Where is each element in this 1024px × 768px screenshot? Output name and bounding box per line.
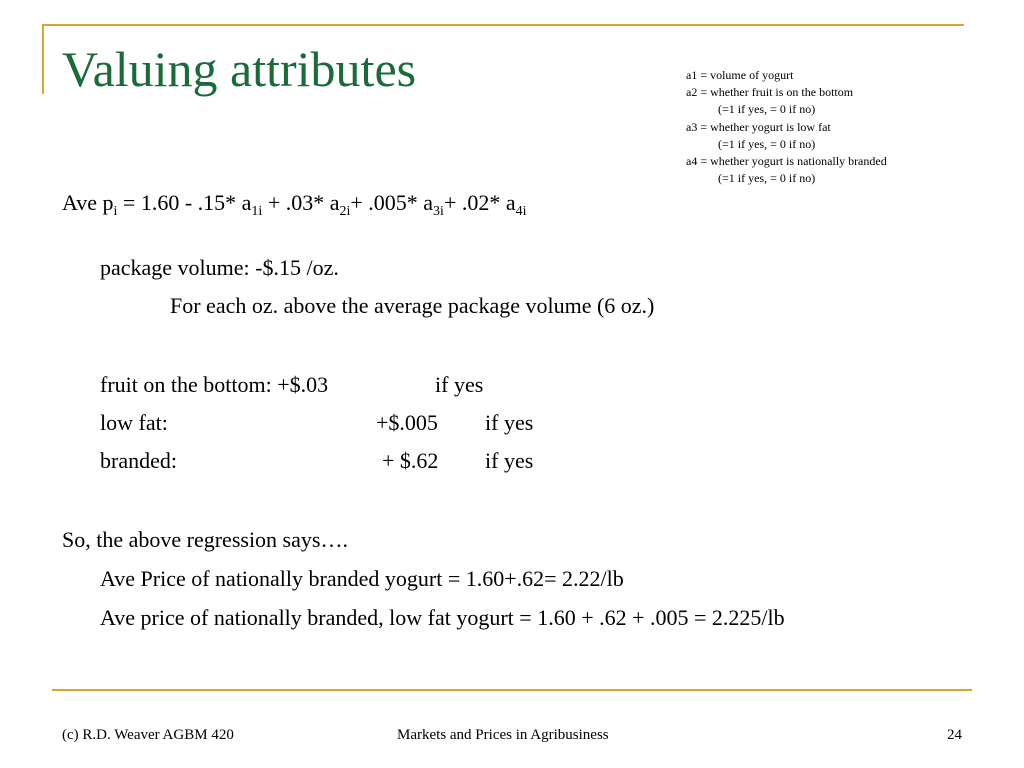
- attribute-label: low fat:: [100, 410, 168, 435]
- equation-subscript: 3i: [433, 204, 444, 219]
- attribute-value: + $.62: [382, 448, 439, 473]
- page-number: 24: [947, 727, 962, 743]
- legend-line-a4: a4 = whether yogurt is nationally branded: [686, 154, 887, 169]
- attribute-label: fruit on the bottom: +$.03: [100, 372, 329, 397]
- attribute-condition: if yes: [485, 410, 534, 435]
- legend-line-a3-note: (=1 if yes, = 0 if no): [718, 136, 816, 151]
- conclusion-line-branded: Ave Price of nationally branded yogurt = 1.60+.62= 2.22/lb: [100, 566, 624, 591]
- attribute-condition: if yes: [435, 372, 484, 397]
- attribute-row-lowfat: [100, 410, 600, 440]
- equation-subscript: i: [113, 204, 118, 219]
- attribute-row-branded: [100, 448, 600, 478]
- equation-part: + .03* a: [262, 190, 340, 215]
- attribute-row-fruit: [100, 372, 600, 402]
- equation-subscript: 1i: [251, 204, 263, 219]
- attribute-condition: if yes: [485, 448, 534, 473]
- legend-line-a3: a3 = whether yogurt is low fat: [686, 119, 831, 134]
- left-frame-rule: [42, 24, 44, 94]
- package-volume-line: package volume: -$.15 /oz.: [100, 255, 339, 280]
- equation-part: + .02* a: [443, 190, 516, 215]
- legend-line-a1: a1 = volume of yogurt: [686, 68, 794, 82]
- legend-line-a4-note: (=1 if yes, = 0 if no): [718, 171, 816, 186]
- top-frame-rule: [42, 24, 964, 26]
- footer-copyright: (c) R.D. Weaver AGBM 420: [62, 727, 234, 743]
- footer-course-title: Markets and Prices in Agribusiness: [397, 727, 609, 743]
- package-volume-note: For each oz. above the average package volume (6 oz.): [170, 293, 655, 318]
- footer-rule: [52, 689, 972, 691]
- variable-legend: [686, 67, 887, 187]
- attribute-label: branded:: [100, 448, 177, 473]
- legend-line-a2-note: (=1 if yes, = 0 if no): [718, 102, 816, 117]
- equation-part: = 1.60 - .15* a: [117, 190, 252, 215]
- equation-part: + .005* a: [350, 190, 434, 215]
- conclusion-line-branded-lowfat: Ave price of nationally branded, low fat yogurt = 1.60 + .62 + .005 = 2.225/lb: [100, 605, 785, 630]
- attribute-value: +$.005: [376, 410, 438, 435]
- legend-line-a2: a2 = whether fruit is on the bottom: [686, 85, 854, 100]
- equation-part: Ave p: [62, 190, 114, 215]
- regression-equation: [62, 190, 527, 219]
- conclusion-intro: So, the above regression says….: [62, 527, 348, 552]
- equation-subscript: 4i: [515, 204, 527, 219]
- slide-title: Valuing attributes: [62, 41, 417, 97]
- equation-subscript: 2i: [339, 204, 351, 219]
